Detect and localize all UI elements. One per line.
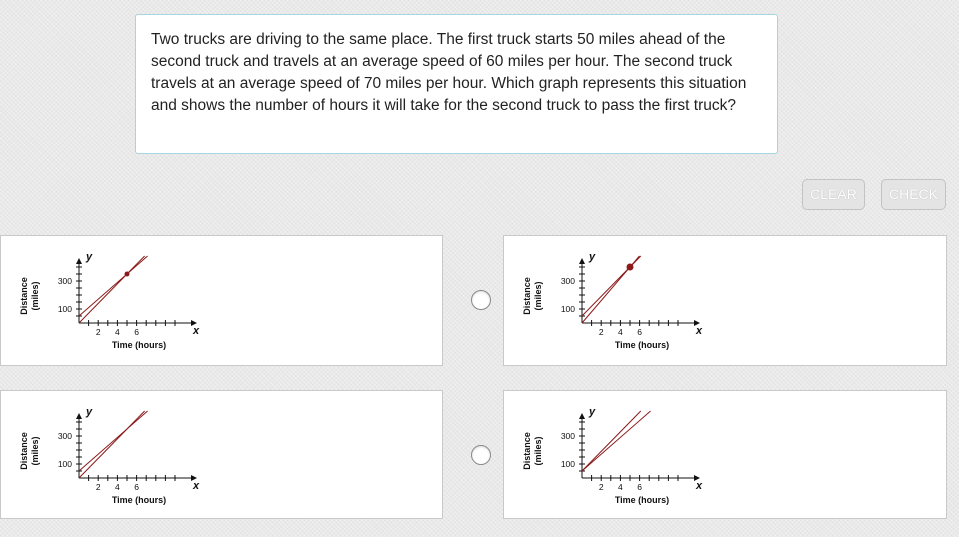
y-axis-title-line2: (miles) [30,436,40,466]
y-axis-title-line2: (miles) [533,436,543,466]
y-tick-label: 100 [560,304,575,314]
y-tick-label: 300 [57,431,72,441]
x-variable: x [695,480,703,492]
answer-choice-d[interactable] [503,390,947,519]
y-axis-title-line1: Distance [19,277,29,315]
y-axis-title-line1: Distance [522,432,532,470]
y-axis-title-line1: Distance [522,277,532,315]
chart-b [504,236,704,361]
x-tick-label: 2 [95,327,101,337]
y-axis-title [19,277,40,315]
y-axis-arrow [579,258,585,264]
chart-a [1,236,201,361]
y-variable: y [85,406,93,418]
intersection-point [627,264,634,271]
y-variable: y [588,251,596,263]
clear-button[interactable]: CLEAR [802,179,865,210]
y-axis-title-line2: (miles) [533,281,543,311]
x-variable: x [695,325,703,337]
radio-choice-d[interactable] [471,445,491,465]
series-line-2 [79,256,145,323]
chart-d [504,391,704,516]
x-tick-label: 2 [598,482,604,492]
y-tick-label: 300 [57,276,72,286]
x-axis-title: Time (hours) [614,340,670,350]
answer-choice-a[interactable] [0,235,443,366]
y-tick-label: 100 [57,304,72,314]
y-axis-arrow [579,413,585,419]
y-axis-arrow [76,413,82,419]
x-tick-label: 2 [598,327,604,337]
x-tick-label: 4 [115,327,120,337]
x-axis-title: Time (hours) [111,340,167,350]
x-tick-label: 2 [95,482,101,492]
x-axis-title: Time (hours) [111,495,167,505]
y-axis-title [522,277,543,315]
x-tick-label: 6 [637,482,642,492]
x-tick-label: 4 [618,482,623,492]
y-axis-arrow [76,258,82,264]
y-axis-title [19,432,40,470]
y-tick-label: 300 [560,431,575,441]
answer-choice-b[interactable] [503,235,947,366]
y-variable: y [588,406,596,418]
series-line-2 [582,411,651,471]
question-box [135,14,778,154]
answer-choice-c[interactable] [0,390,443,519]
series-line-1 [79,256,148,316]
x-tick-label: 4 [618,327,623,337]
series-line-1 [582,411,641,471]
check-button[interactable]: CHECK [881,179,946,210]
x-axis-title: Time (hours) [614,495,670,505]
y-axis-title-line2: (miles) [30,281,40,311]
radio-choice-b[interactable] [471,290,491,310]
y-tick-label: 300 [560,276,575,286]
series-line-2 [79,411,148,471]
intersection-point [125,272,130,277]
x-tick-label: 6 [134,327,139,337]
x-tick-label: 6 [637,327,642,337]
x-variable: x [192,325,200,337]
y-tick-label: 100 [560,459,575,469]
y-tick-label: 100 [57,459,72,469]
series-line-1 [79,411,145,478]
y-variable: y [85,251,93,263]
x-tick-label: 4 [115,482,120,492]
y-axis-title [522,432,543,470]
chart-c [1,391,201,516]
y-axis-title-line1: Distance [19,432,29,470]
x-tick-label: 6 [134,482,139,492]
x-variable: x [192,480,200,492]
question-text: Two trucks are driving to the same place. The first truck starts 50 miles ahead of the second truck and travels at an average speed of 60 miles per hour. The second truck travels at an average speed of 70 miles per hour. Which graph represents this situation and shows the number of hours it will take for the second truck to pass the first truck? [151,31,747,114]
